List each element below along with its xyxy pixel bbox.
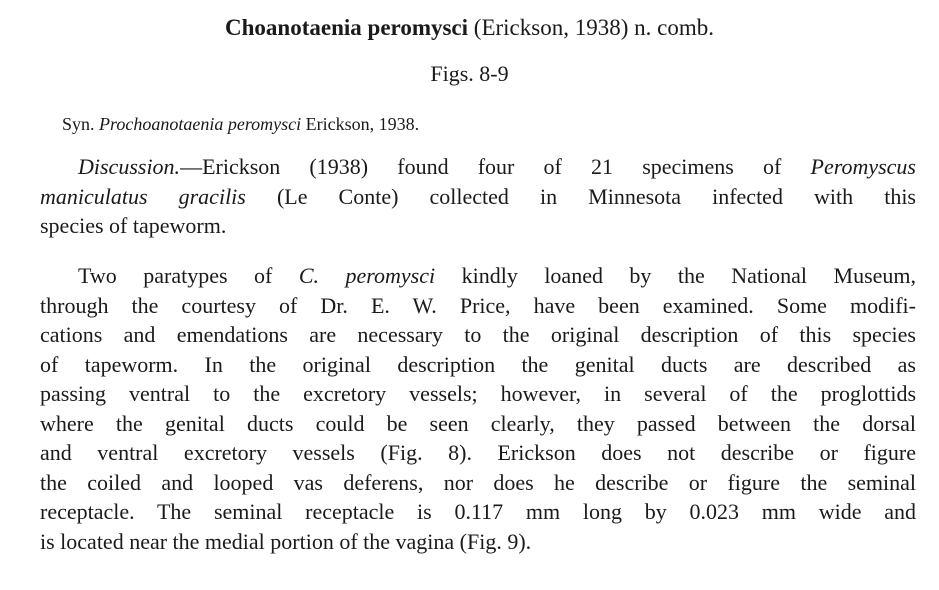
species-title [0,14,939,42]
text-line: species of tapeworm. [40,213,227,238]
text-line: receptacle. The seminal receptacle is 0.117 mm long by 0.023 mm wide and [40,499,916,524]
species-authority: (Erickson, 1938) [473,15,629,40]
discussion-paragraph [40,152,916,241]
text-line: through the courtesy of Dr. E. W. Price, have been examined. Some modifi- [40,292,916,318]
text-line: cations and emendations are necessary to the original description of this species [40,322,916,347]
synonym-line [62,113,419,135]
text-line: and ventral excretory vessels (Fig. 8). Erickson does not describe or figure [40,440,916,465]
text-line: where the genital ducts could be seen clearly, they passed between the dorsal [40,410,916,436]
synonym-prefix: Syn. [62,114,95,134]
species-name: Choanotaenia peromysci [225,15,469,40]
discussion-heading: Discussion. [78,154,181,179]
text-line: is located near the medial portion of the vagina (Fig. 9). [40,528,532,554]
text-line: the coiled and looped vas deferens, nor does he describe or figure the seminal [40,469,916,495]
text-line: Two paratypes of C. peromysci kindly loaned by the National Museum, [78,263,917,288]
text-line: passing ventral to the excretory vessels; however, in several of the proglottids [40,381,916,406]
synonym-name: Prochoanotaenia peromysci [99,114,302,134]
text-line: Discussion.—Erickson (1938) found four of 21 specimens of Peromyscus [78,154,916,179]
species-suffix: n. comb. [634,15,714,40]
figure-reference: Figs. 8-9 [430,61,509,86]
text-line: of tapeworm. In the original description the genital ducts are described as [40,351,916,377]
synonym-authority: Erickson, 1938. [305,114,420,134]
body-paragraph [40,261,916,556]
text-line: maniculatus gracilis (Le Conte) collected in Minnesota infected with this [40,183,916,209]
